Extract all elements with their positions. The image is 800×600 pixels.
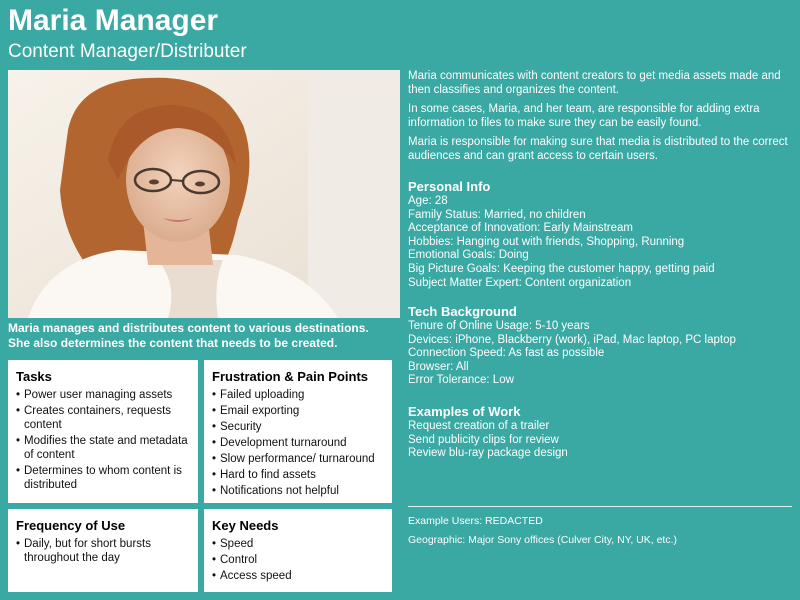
list-item: • Email exporting [212,404,384,418]
card-title: Frustration & Pain Points [212,369,369,384]
pain-points-card [204,360,392,503]
card-title: Frequency of Use [16,518,126,533]
info-line: Subject Matter Expert: Content organization [408,276,632,289]
photo-caption [8,321,400,351]
example-users: Example Users: REDACTED [408,515,543,527]
section-title: Tech Background [408,304,517,319]
list-item: • Failed uploading [212,388,384,402]
personal-info-section [408,179,792,290]
persona-intro [408,70,792,169]
info-line: Request creation of a trailer [408,420,550,432]
key-needs-card [204,509,392,592]
info-line: Review blu-ray package design [408,447,568,460]
list-item: • Determines to whom content is distributed [16,464,190,492]
frequency-card [8,509,198,592]
list-item: • Development turnaround [212,436,384,450]
list-item: • Power user managing assets [16,388,190,402]
list-item: • Speed [212,537,384,551]
intro-paragraph: In some cases, Maria, and her team, are responsible for adding extra information to files to make sure they can be easily found. [408,103,760,129]
card-title: Key Needs [212,518,279,533]
geographic: Geographic: Major Sony offices (Culver City, NY, UK, etc.) [408,534,678,546]
section-title: Examples of Work [408,404,521,419]
info-line: Big Picture Goals: Keeping the customer happy, getting paid [408,262,715,275]
list-item: • Notifications not helpful [212,484,384,498]
info-line: Age: 28 [408,195,448,207]
list-item: • Control [212,553,384,567]
divider [408,506,792,507]
tech-background-section [408,304,792,388]
caption-line: Maria manages and distributes content to various destinations. [8,321,369,335]
intro-paragraph: Maria is responsible for making sure that media is distributed to the correct audiences and can grant access to certain users. [408,136,788,162]
info-line: Error Tolerance: Low [408,374,514,387]
info-line: Family Status: Married, no children [408,208,586,221]
info-line: Browser: All [408,360,469,373]
persona-photo [8,70,400,318]
tasks-card [8,360,198,503]
intro-paragraph: Maria communicates with content creators to get media assets made and then classifies and organizes the content. [408,70,781,96]
list-item: • Slow performance/ turnaround [212,452,384,466]
info-line: Devices: iPhone, Blackberry (work), iPad, Mac laptop, PC laptop [408,333,736,346]
list-item: • Access speed [212,569,384,583]
list-item: • Modifies the state and metadata of content [16,434,190,462]
examples-of-work-section [408,404,792,461]
persona-name: Maria Manager [8,4,219,37]
persona-role: Content Manager/Distributer [8,41,247,62]
list-item: • Security [212,420,384,434]
info-line: Emotional Goals: Doing [408,249,529,262]
info-line: Hobbies: Hanging out with friends, Shopping, Running [408,235,685,248]
info-line: Send publicity clips for review [408,433,559,446]
section-title: Personal Info [408,179,491,194]
card-title: Tasks [16,369,52,384]
info-line: Connection Speed: As fast as possible [408,347,605,360]
list-item: • Hard to find assets [212,468,384,482]
list-item: • Creates containers, requests content [16,404,190,432]
info-line: Acceptance of Innovation: Early Mainstream [408,222,634,235]
list-item: • Daily, but for short bursts throughout the day [16,537,190,565]
info-line: Tenure of Online Usage: 5-10 years [408,320,590,332]
caption-line: She also determines the content that needs to be created. [8,336,338,350]
